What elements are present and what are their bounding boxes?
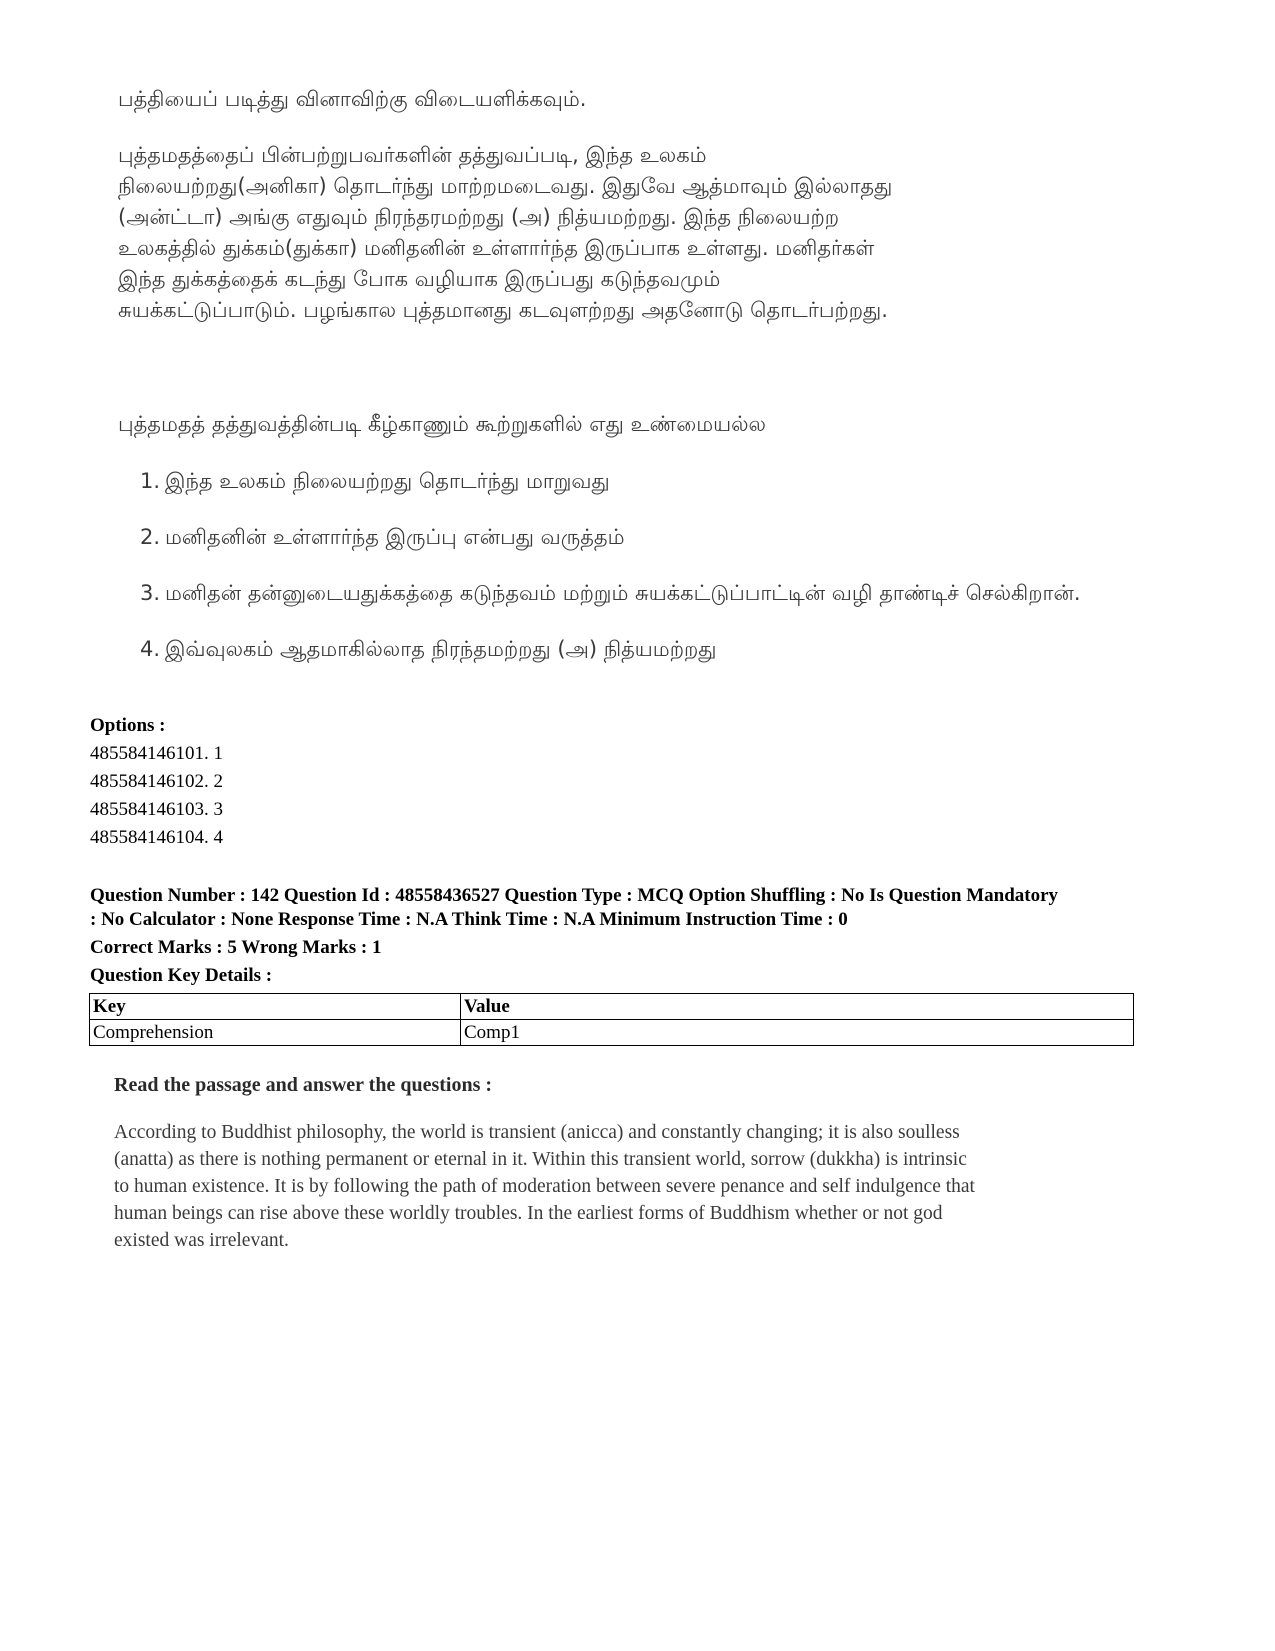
tamil-passage-line: சுயக்கட்டுப்பாடும். பழங்கால புத்தமானது கடவுளற்றது அதனோடு தொடர்பற்றது. [118, 298, 888, 322]
statement-text: மனிதனின் உள்ளார்ந்த இருப்பு என்பது வருத்தம் [165, 525, 625, 549]
option-item: 485584146101. 1 [90, 743, 223, 764]
tamil-passage-line: நிலையற்றது(அனிகா) தொடர்ந்து மாற்றமடைவது. இதுவே ஆத்மாவும் இல்லாதது [118, 174, 893, 198]
key-details-table [89, 993, 1134, 1046]
question-meta-line: Question Number : 142 Question Id : 48558436527 Question Type : MCQ Option Shuffling : No Is Question Mandatory [90, 885, 1059, 906]
list-item [140, 578, 1140, 608]
key-details-heading: Question Key Details : [90, 965, 273, 986]
tamil-passage-line: உலகத்தில் துக்கம்(துக்கா) மனிதனின் உள்ளார்ந்த இருப்பாக உள்ளது. மனிதர்கள் [118, 236, 875, 260]
question-meta-line: : No Calculator : None Response Time : N.A Think Time : N.A Minimum Instruction Time : 0 [90, 909, 848, 930]
table-row [90, 1020, 1134, 1046]
list-item [140, 634, 1140, 664]
english-passage-block [114, 1074, 1134, 1254]
options-heading: Options : [90, 715, 166, 736]
english-passage-line: (anatta) as there is nothing permanent or eternal in it. Within this transient world, sorrow (dukkha) is intrinsic [114, 1149, 967, 1170]
english-passage-line: existed was irrelevant. [114, 1230, 289, 1251]
statement-number: 4. [140, 637, 161, 661]
table-cell: Comprehension [90, 1020, 461, 1046]
marks-info: Correct Marks : 5 Wrong Marks : 1 [90, 937, 382, 958]
tamil-passage-line: (அன்ட்டா) அங்கு எதுவும் நிரந்தரமற்றது (அ) நித்யமற்றது. இந்த நிலையற்ற [118, 205, 840, 229]
tamil-passage-line: புத்தமதத்தைப் பின்பற்றுபவர்களின் தத்துவப்படி, இந்த உலகம் [118, 143, 707, 167]
tamil-instruction: பத்தியைப் படித்து வினாவிற்கு விடையளிக்கவும். [118, 87, 587, 111]
tamil-statement-list [140, 466, 1140, 690]
tamil-passage [118, 140, 1178, 326]
english-passage-line: human beings can rise above these worldly troubles. In the earliest forms of Buddhism whether or not god [114, 1203, 943, 1224]
table-header-cell: Key [90, 994, 461, 1020]
option-item: 485584146103. 3 [90, 799, 223, 820]
statement-number: 3. [140, 581, 161, 605]
english-heading: Read the passage and answer the questions : [114, 1074, 493, 1096]
english-passage [114, 1119, 1134, 1254]
option-item: 485584146104. 4 [90, 827, 223, 848]
tamil-passage-line: இந்த துக்கத்தைக் கடந்து போக வழியாக இருப்பது கடுந்தவமும் [118, 267, 721, 291]
option-item: 485584146102. 2 [90, 771, 223, 792]
english-passage-line: According to Buddhist philosophy, the world is transient (anicca) and constantly changing; it is also soulless [114, 1122, 960, 1143]
list-item [140, 466, 1140, 496]
statement-number: 2. [140, 525, 161, 549]
question-meta [90, 884, 1140, 932]
table-header-row [90, 994, 1134, 1020]
statement-text: இந்த உலகம் நிலையற்றது தொடர்ந்து மாறுவது [165, 469, 610, 493]
tamil-passage-block [118, 84, 1178, 326]
statement-text: மனிதன் தன்னுடையதுக்கத்தை கடுந்தவம் மற்றும் சுயக்கட்டுப்பாட்டின் வழி தாண்டிச் செல்கிறான். [165, 581, 1081, 605]
options-list [90, 712, 223, 852]
table-cell: Comp1 [461, 1020, 1134, 1046]
statement-number: 1. [140, 469, 161, 493]
english-passage-line: to human existence. It is by following the path of moderation between severe penance and self indulgence that [114, 1176, 975, 1197]
table-header-cell: Value [461, 994, 1134, 1020]
statement-text: இவ்வுலகம் ஆதமாகில்லாத நிரந்தமற்றது (அ) நித்யமற்றது [165, 637, 717, 661]
tamil-question: புத்தமதத் தத்துவத்தின்படி கீழ்காணும் கூற்றுகளில் எது உண்மையல்ல [118, 412, 766, 436]
list-item [140, 522, 1140, 552]
